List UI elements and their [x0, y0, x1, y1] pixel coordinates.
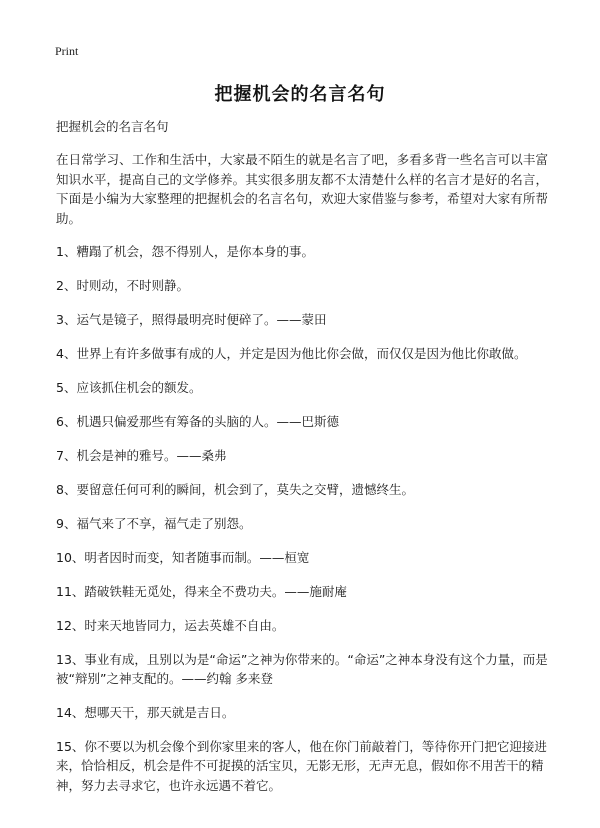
- quote-item: 14、想哪天干，那天就是吉日。: [56, 704, 235, 720]
- quote-item: 9、福气来了不享，福气走了别怨。: [56, 515, 252, 531]
- quote-item: 3、运气是镜子，照得最明亮时便碎了。——蒙田: [56, 312, 327, 327]
- quote-item: 8、要留意任何可利的瞬间，机会到了，莫失之交臂，遗憾终生。: [56, 481, 414, 497]
- quote-item: 12、时来天地皆同力，运去英雄不自由。: [56, 617, 285, 633]
- quote-item: 4、世界上有许多做事有成的人，并定是因为他比你会做，而仅仅是因为他比你敢做。: [56, 346, 527, 361]
- quote-item: 2、时则动，不时则静。: [56, 278, 189, 293]
- quote-item: 11、踏破铁鞋无觅处，得来全不费功夫。——施耐庵: [56, 583, 347, 599]
- article-subtitle: 把握机会的名言名句: [56, 119, 169, 134]
- quote-item: 7、机会是神的雅号。——桑弗: [56, 447, 227, 463]
- page-title: 把握机会的名言名句: [214, 84, 386, 105]
- quote-item: 13、事业有成，且别以为是“命运”之神为你带来的。“命运”之神本身没有这个力量，而是被“辩别”之神支配的。——约翰 多来登: [56, 651, 548, 686]
- article-body: [56, 117, 548, 809]
- intro-paragraph: 在日常学习、工作和生活中，大家最不陌生的就是名言了吧，多看多背一些名言可以丰富知识水平，提高自己的文学修养。其实很多朋友都不太清楚什么样的名言才是好的名言，下面是小编为大家整理的把握机会的名言名句，欢迎大家借鉴与参考，希望对大家有所帮助。: [56, 152, 548, 226]
- print-link[interactable]: Print: [55, 44, 79, 58]
- quote-item: 1、糟蹋了机会，怨不得别人，是你本身的事。: [56, 244, 314, 259]
- quote-item: 10、明者因时而变，知者随事而制。——桓宽: [56, 549, 310, 565]
- quote-item: 5、应该抓住机会的额发。: [56, 379, 202, 395]
- quote-item: 6、机遇只偏爱那些有筹备的头脑的人。——巴斯德: [56, 413, 339, 429]
- quote-item: 15、你不要以为机会像个到你家里来的客人，他在你门前敲着门，等待你开门把它迎接进来，恰恰相反，机会是件不可捉摸的活宝贝，无影无形，无声无息，假如你不用苦干的精神，努力去寻求它，也许永远遇不着它。: [56, 738, 547, 793]
